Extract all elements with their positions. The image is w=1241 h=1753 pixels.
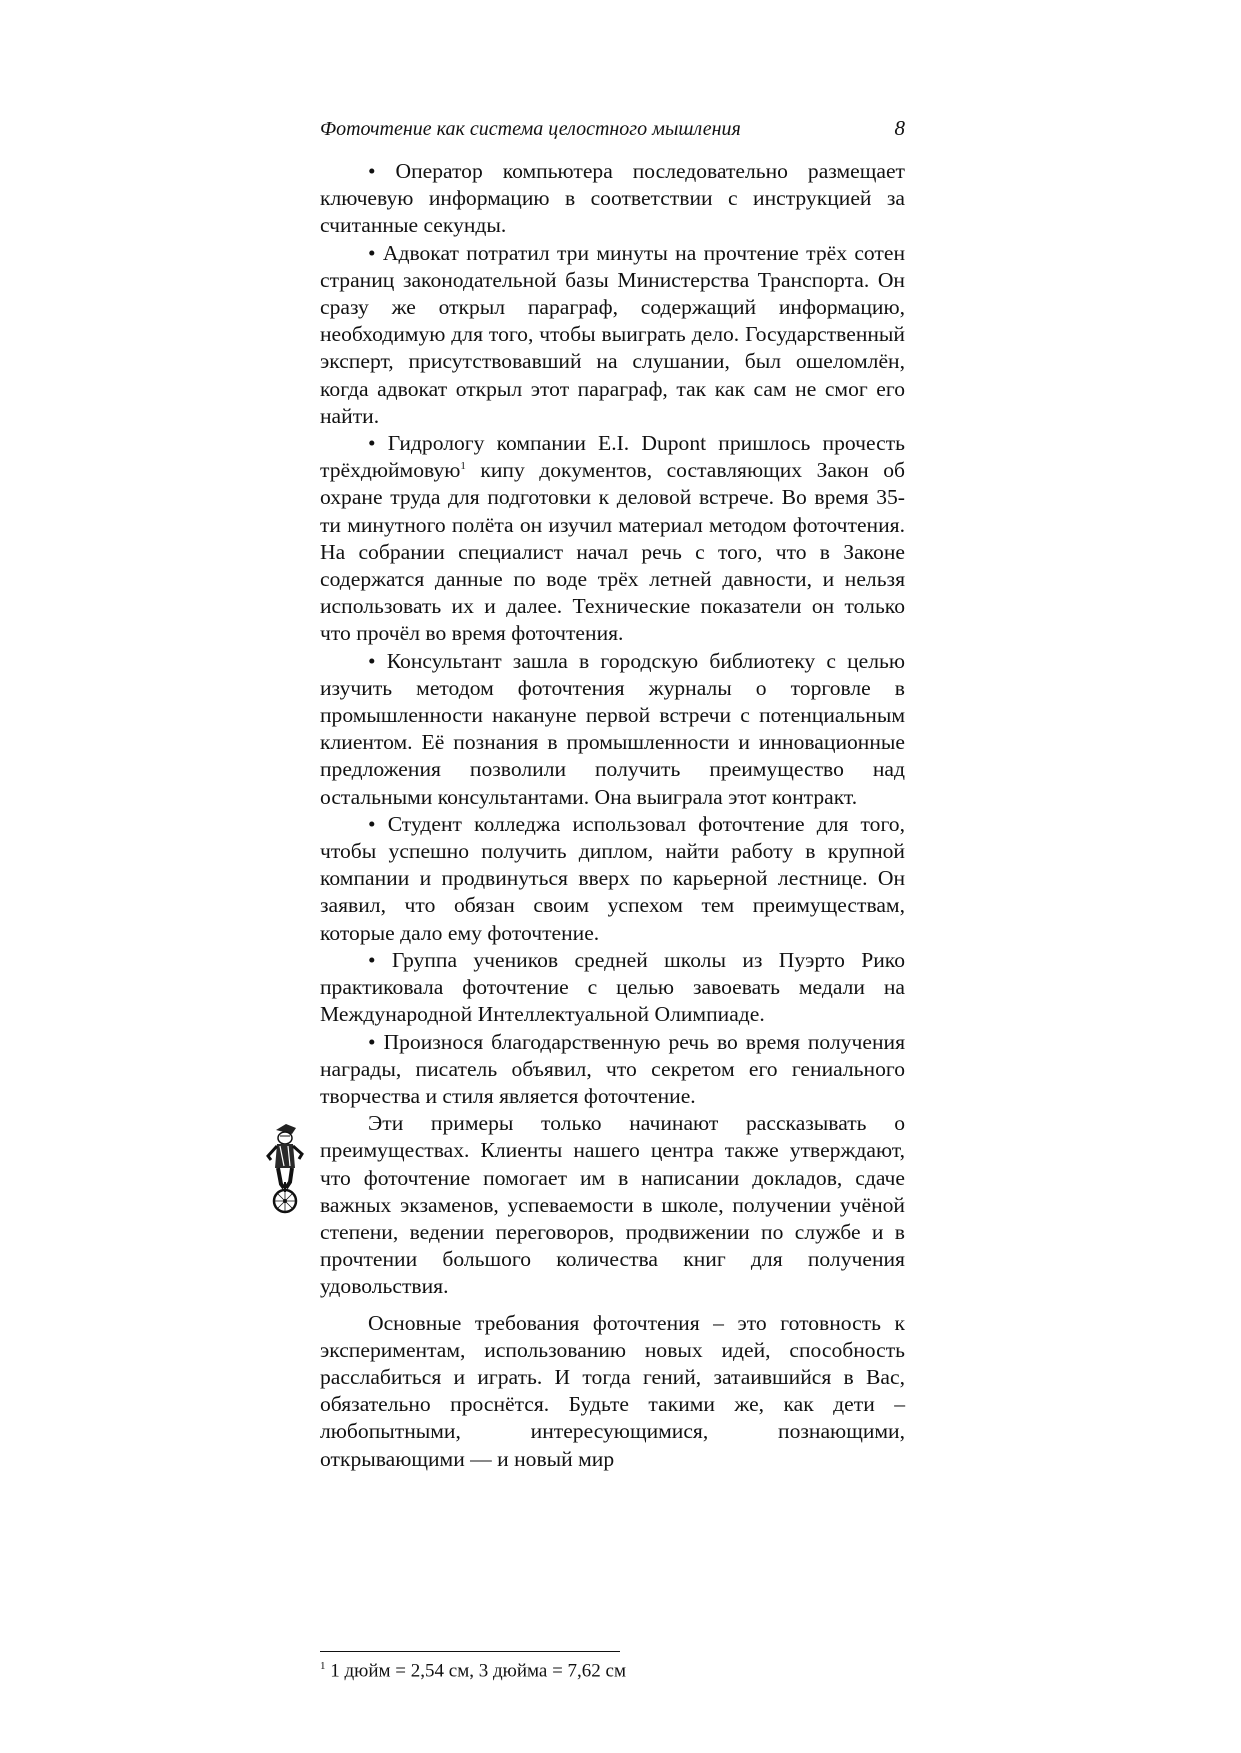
- paragraph-hydrologist-start: • Гидрологу компании E.I. Dupont пришлось прочесть трёхдюймовую: [320, 431, 905, 483]
- footnote-marker: 1: [320, 1660, 326, 1672]
- unicyclist-illustration: [262, 1122, 308, 1214]
- paragraph-lawyer: • Адвокат потратил три минуты на прочтение трёх сотен страниц законодательной базы Министерства Транспорта. Он сразу же открыл параграф, содержащий информацию, необходимую для того, чтобы выиграть дело. Государственный эксперт, присутствовавший на слушании, был ошеломлён, когда адвокат открыл этот параграф, так как сам не смог его найти.: [320, 240, 905, 428]
- paragraph-hydrologist: [320, 430, 905, 648]
- page-number: 8: [894, 116, 905, 140]
- body-text: [320, 158, 905, 1473]
- footnote-separator: [320, 1651, 620, 1652]
- paragraph-operator: • Оператор компьютера последовательно размещает ключевую информацию в соответствии с инструкцией за считанные секунды.: [320, 159, 905, 238]
- paragraph-requirements: Основные требования фоточтения – это готовность к экспериментам, использованию новых идей, способность расслабиться и играть. И тогда гений, затаившийся в Вас, обязательно проснётся. Будьте такими же, как дети – любопытными, интересующимися, познающими, открывающими — и новый мир: [320, 1310, 905, 1471]
- paragraph-writer: • Произнося благодарственную речь во время получения награды, писатель объявил, что секретом его гениального творчества и стиля является фоточтение.: [320, 1029, 905, 1108]
- paragraph-consultant: • Консультант зашла в городскую библиотеку с целью изучить методом фоточтения журналы о торговле в промышленности накануне первой встречи с потенциальным клиентом. Её познания в промышленности и инновационные предложения позволили получить преимущество над остальными консультантами. Она выиграла этот контракт.: [320, 648, 905, 809]
- unicyclist-icon: [262, 1122, 308, 1214]
- paragraph-school-group: • Группа учеников средней школы из Пуэрто Рико практиковала фоточтение с целью завоевать медали на Международной Интеллектуальной Олимпиаде.: [320, 947, 905, 1027]
- running-title: Фоточтение как система целостного мышления: [320, 118, 741, 140]
- paragraph-hydrologist-rest: кипу документов, составляющих Закон об охране труда для подготовки к деловой встрече. Во время 35-ти минутного полёта он изучил материал методом фоточтения. На собрании специалист начал речь с того, что в Законе содержатся данные по воде трёх летней давности, и нельзя использовать их и далее. Технические показатели он только что прочёл во время фоточтения.: [320, 458, 905, 646]
- paragraph-examples: Эти примеры только начинают рассказывать о преимуществах. Клиенты нашего центра также утверждают, что фоточтение помогает им в написании докладов, сдаче важных экзаменов, успеваемости в школе, получении учёной степени, ведении переговоров, продвижении по службе и в прочтении большого количества книг для получения удовольствия.: [320, 1111, 905, 1299]
- running-header: [320, 118, 905, 148]
- footnote-text: 1 дюйм = 2,54 см, 3 дюйма = 7,62 см: [325, 1660, 627, 1682]
- footnote-reference[interactable]: 1: [460, 460, 466, 473]
- footnote: [320, 1660, 626, 1682]
- paragraph-student: • Студент колледжа использовал фоточтение для того, чтобы успешно получить диплом, найти работу в крупной компании и продвинуться вверх по карьерной лестнице. Он заявил, что обязан своим успехом тем преимуществам, которые дало ему фоточтение.: [320, 811, 905, 945]
